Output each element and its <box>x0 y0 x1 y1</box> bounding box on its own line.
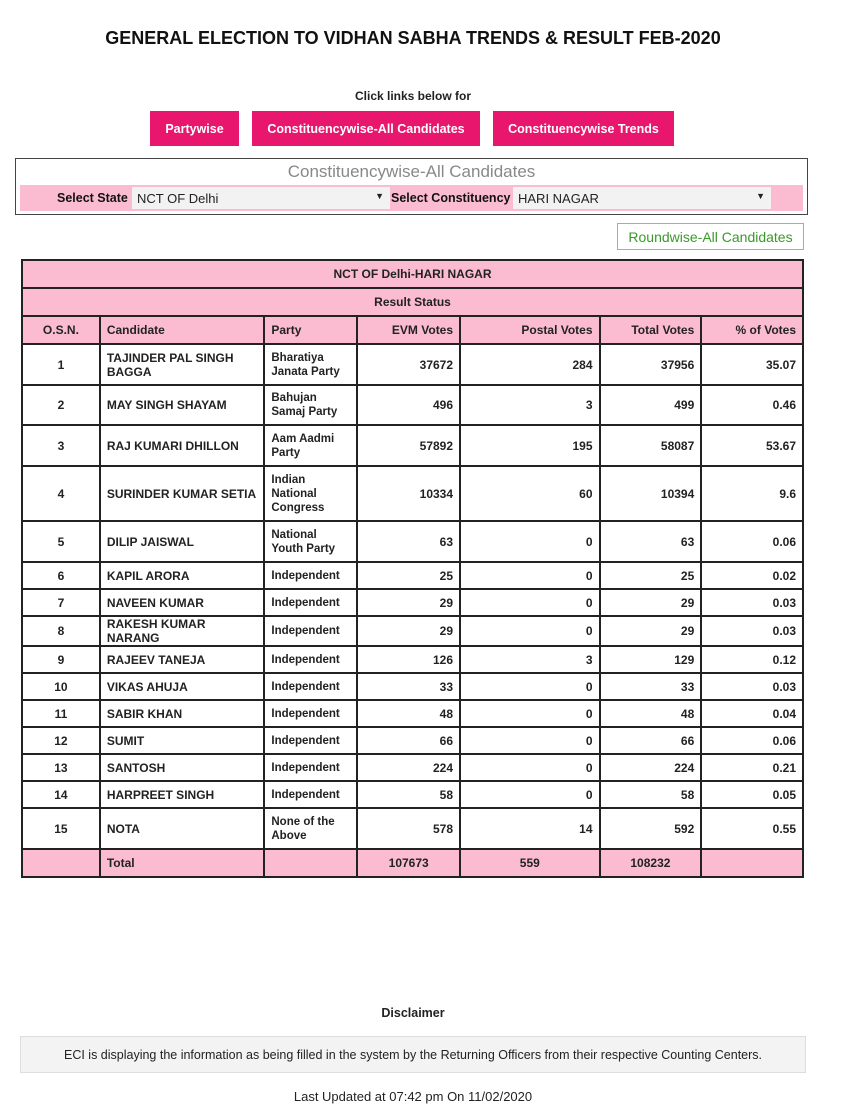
row-party: None of the Above <box>264 808 357 849</box>
row-postal-votes: 0 <box>460 521 600 562</box>
table-row <box>22 562 803 589</box>
row-evm-votes: 29 <box>357 589 460 616</box>
table-row <box>22 521 803 562</box>
total-postal: 559 <box>460 849 600 877</box>
table-row <box>22 466 803 521</box>
row-party: Independent <box>264 646 357 673</box>
roundwise-all-candidates-link[interactable]: Roundwise-All Candidates <box>617 223 804 250</box>
row-total-votes: 129 <box>600 646 702 673</box>
row-party: Independent <box>264 700 357 727</box>
table-row <box>22 385 803 425</box>
row-candidate: SANTOSH <box>100 754 265 781</box>
row-vote-percent: 0.06 <box>701 521 803 562</box>
row-vote-percent: 0.55 <box>701 808 803 849</box>
row-total-votes: 63 <box>600 521 702 562</box>
results-table <box>21 259 804 878</box>
row-candidate: VIKAS AHUJA <box>100 673 265 700</box>
row-total-votes: 592 <box>600 808 702 849</box>
selector-row <box>20 185 803 211</box>
row-total-votes: 29 <box>600 616 702 646</box>
row-party: Aam Aadmi Party <box>264 425 357 466</box>
row-evm-votes: 25 <box>357 562 460 589</box>
row-candidate: TAJINDER PAL SINGH BAGGA <box>100 344 265 385</box>
row-osn: 3 <box>22 425 100 466</box>
row-postal-votes: 0 <box>460 562 600 589</box>
row-total-votes: 37956 <box>600 344 702 385</box>
row-evm-votes: 48 <box>357 700 460 727</box>
row-party: Independent <box>264 673 357 700</box>
row-vote-percent: 9.6 <box>701 466 803 521</box>
row-vote-percent: 0.04 <box>701 700 803 727</box>
row-osn: 6 <box>22 562 100 589</box>
row-osn: 2 <box>22 385 100 425</box>
total-label: Total <box>100 849 265 877</box>
table-heading-row <box>22 260 803 288</box>
row-osn: 1 <box>22 344 100 385</box>
row-candidate: RAKESH KUMAR NARANG <box>100 616 265 646</box>
state-select-value: NCT OF Delhi <box>137 191 219 206</box>
row-osn: 9 <box>22 646 100 673</box>
table-row <box>22 727 803 754</box>
row-party: Independent <box>264 727 357 754</box>
row-candidate: MAY SINGH SHAYAM <box>100 385 265 425</box>
row-candidate: RAJ KUMARI DHILLON <box>100 425 265 466</box>
row-postal-votes: 0 <box>460 673 600 700</box>
chevron-down-icon: ▼ <box>375 191 384 201</box>
row-postal-votes: 0 <box>460 781 600 808</box>
result-status: Result Status <box>22 288 803 316</box>
row-evm-votes: 37672 <box>357 344 460 385</box>
total-row <box>22 849 803 877</box>
row-vote-percent: 0.03 <box>701 589 803 616</box>
row-vote-percent: 0.02 <box>701 562 803 589</box>
row-candidate: SURINDER KUMAR SETIA <box>100 466 265 521</box>
row-vote-percent: 0.03 <box>701 673 803 700</box>
disclaimer-box <box>20 1036 806 1073</box>
row-vote-percent: 0.05 <box>701 781 803 808</box>
table-row <box>22 808 803 849</box>
row-total-votes: 66 <box>600 727 702 754</box>
row-osn: 8 <box>22 616 100 646</box>
partywise-button[interactable]: Partywise <box>150 111 239 146</box>
table-row <box>22 700 803 727</box>
column-header-row <box>22 316 803 344</box>
table-row <box>22 781 803 808</box>
total-evm: 107673 <box>357 849 460 877</box>
row-candidate: DILIP JAISWAL <box>100 521 265 562</box>
constituency-select-value: HARI NAGAR <box>518 191 599 206</box>
row-evm-votes: 66 <box>357 727 460 754</box>
row-postal-votes: 3 <box>460 646 600 673</box>
row-evm-votes: 496 <box>357 385 460 425</box>
row-total-votes: 25 <box>600 562 702 589</box>
constituency-all-candidates-button[interactable]: Constituencywise-All Candidates <box>252 111 480 146</box>
row-party: National Youth Party <box>264 521 357 562</box>
row-vote-percent: 0.46 <box>701 385 803 425</box>
row-osn: 12 <box>22 727 100 754</box>
row-total-votes: 48 <box>600 700 702 727</box>
row-postal-votes: 0 <box>460 727 600 754</box>
table-heading: NCT OF Delhi-HARI NAGAR <box>22 260 803 288</box>
row-candidate: NAVEEN KUMAR <box>100 589 265 616</box>
row-vote-percent: 0.06 <box>701 727 803 754</box>
nav-hint: Click links below for <box>354 89 472 103</box>
total-pct-blank <box>701 849 803 877</box>
row-candidate: KAPIL ARORA <box>100 562 265 589</box>
row-total-votes: 29 <box>600 589 702 616</box>
row-postal-votes: 14 <box>460 808 600 849</box>
col-evm: EVM Votes <box>357 316 460 344</box>
table-row <box>22 646 803 673</box>
row-vote-percent: 0.03 <box>701 616 803 646</box>
col-total: Total Votes <box>600 316 702 344</box>
col-osn: O.S.N. <box>22 316 100 344</box>
row-vote-percent: 0.12 <box>701 646 803 673</box>
page-title: GENERAL ELECTION TO VIDHAN SABHA TRENDS & RESULT FEB-2020 <box>105 28 721 48</box>
row-osn: 7 <box>22 589 100 616</box>
row-postal-votes: 0 <box>460 616 600 646</box>
row-candidate: RAJEEV TANEJA <box>100 646 265 673</box>
row-evm-votes: 33 <box>357 673 460 700</box>
row-postal-votes: 60 <box>460 466 600 521</box>
last-updated: Last Updated at 07:42 pm On 11/02/2020 <box>293 1089 533 1104</box>
row-osn: 11 <box>22 700 100 727</box>
row-total-votes: 10394 <box>600 466 702 521</box>
disclaimer-title: Disclaimer <box>381 1006 445 1020</box>
table-row <box>22 673 803 700</box>
constituency-trends-button[interactable]: Constituencywise Trends <box>493 111 674 146</box>
table-row <box>22 425 803 466</box>
table-row <box>22 344 803 385</box>
col-party: Party <box>264 316 357 344</box>
row-postal-votes: 3 <box>460 385 600 425</box>
row-party: Indian National Congress <box>264 466 357 521</box>
total-party-blank <box>264 849 357 877</box>
row-party: Bharatiya Janata Party <box>264 344 357 385</box>
state-select[interactable] <box>132 187 390 209</box>
row-evm-votes: 63 <box>357 521 460 562</box>
row-candidate: SUMIT <box>100 727 265 754</box>
row-candidate: NOTA <box>100 808 265 849</box>
selector-title: Constituencywise-All Candidates <box>287 162 536 181</box>
col-candidate: Candidate <box>100 316 265 344</box>
row-evm-votes: 29 <box>357 616 460 646</box>
row-candidate: SABIR KHAN <box>100 700 265 727</box>
row-party: Independent <box>264 562 357 589</box>
row-osn: 14 <box>22 781 100 808</box>
row-osn: 5 <box>22 521 100 562</box>
row-osn: 15 <box>22 808 100 849</box>
row-evm-votes: 57892 <box>357 425 460 466</box>
disclaimer-text: ECI is displaying the information as being filled in the system by the Returning Officers from their respective Counting Centers. <box>63 1047 763 1062</box>
table-row <box>22 589 803 616</box>
row-postal-votes: 0 <box>460 754 600 781</box>
table-body <box>22 344 803 849</box>
row-evm-votes: 578 <box>357 808 460 849</box>
constituency-select[interactable] <box>513 187 771 209</box>
row-vote-percent: 0.21 <box>701 754 803 781</box>
chevron-down-icon: ▼ <box>756 191 765 201</box>
row-party: Bahujan Samaj Party <box>264 385 357 425</box>
row-party: Independent <box>264 616 357 646</box>
row-evm-votes: 224 <box>357 754 460 781</box>
row-postal-votes: 0 <box>460 700 600 727</box>
row-osn: 10 <box>22 673 100 700</box>
table-row <box>22 754 803 781</box>
row-osn: 13 <box>22 754 100 781</box>
table-row <box>22 616 803 646</box>
row-vote-percent: 53.67 <box>701 425 803 466</box>
constituency-label: Select Constituency <box>391 191 511 205</box>
row-evm-votes: 126 <box>357 646 460 673</box>
state-label: Select State <box>57 191 128 205</box>
row-total-votes: 499 <box>600 385 702 425</box>
row-candidate: HARPREET SINGH <box>100 781 265 808</box>
row-party: Independent <box>264 754 357 781</box>
row-vote-percent: 35.07 <box>701 344 803 385</box>
selector-panel <box>15 158 808 215</box>
row-total-votes: 58087 <box>600 425 702 466</box>
total-votes: 108232 <box>600 849 702 877</box>
table-subheading-row <box>22 288 803 316</box>
row-total-votes: 224 <box>600 754 702 781</box>
col-pct: % of Votes <box>701 316 803 344</box>
row-evm-votes: 58 <box>357 781 460 808</box>
row-postal-votes: 284 <box>460 344 600 385</box>
col-postal: Postal Votes <box>460 316 600 344</box>
row-osn: 4 <box>22 466 100 521</box>
total-blank <box>22 849 100 877</box>
row-party: Independent <box>264 589 357 616</box>
row-party: Independent <box>264 781 357 808</box>
row-evm-votes: 10334 <box>357 466 460 521</box>
row-total-votes: 33 <box>600 673 702 700</box>
row-total-votes: 58 <box>600 781 702 808</box>
row-postal-votes: 195 <box>460 425 600 466</box>
row-postal-votes: 0 <box>460 589 600 616</box>
